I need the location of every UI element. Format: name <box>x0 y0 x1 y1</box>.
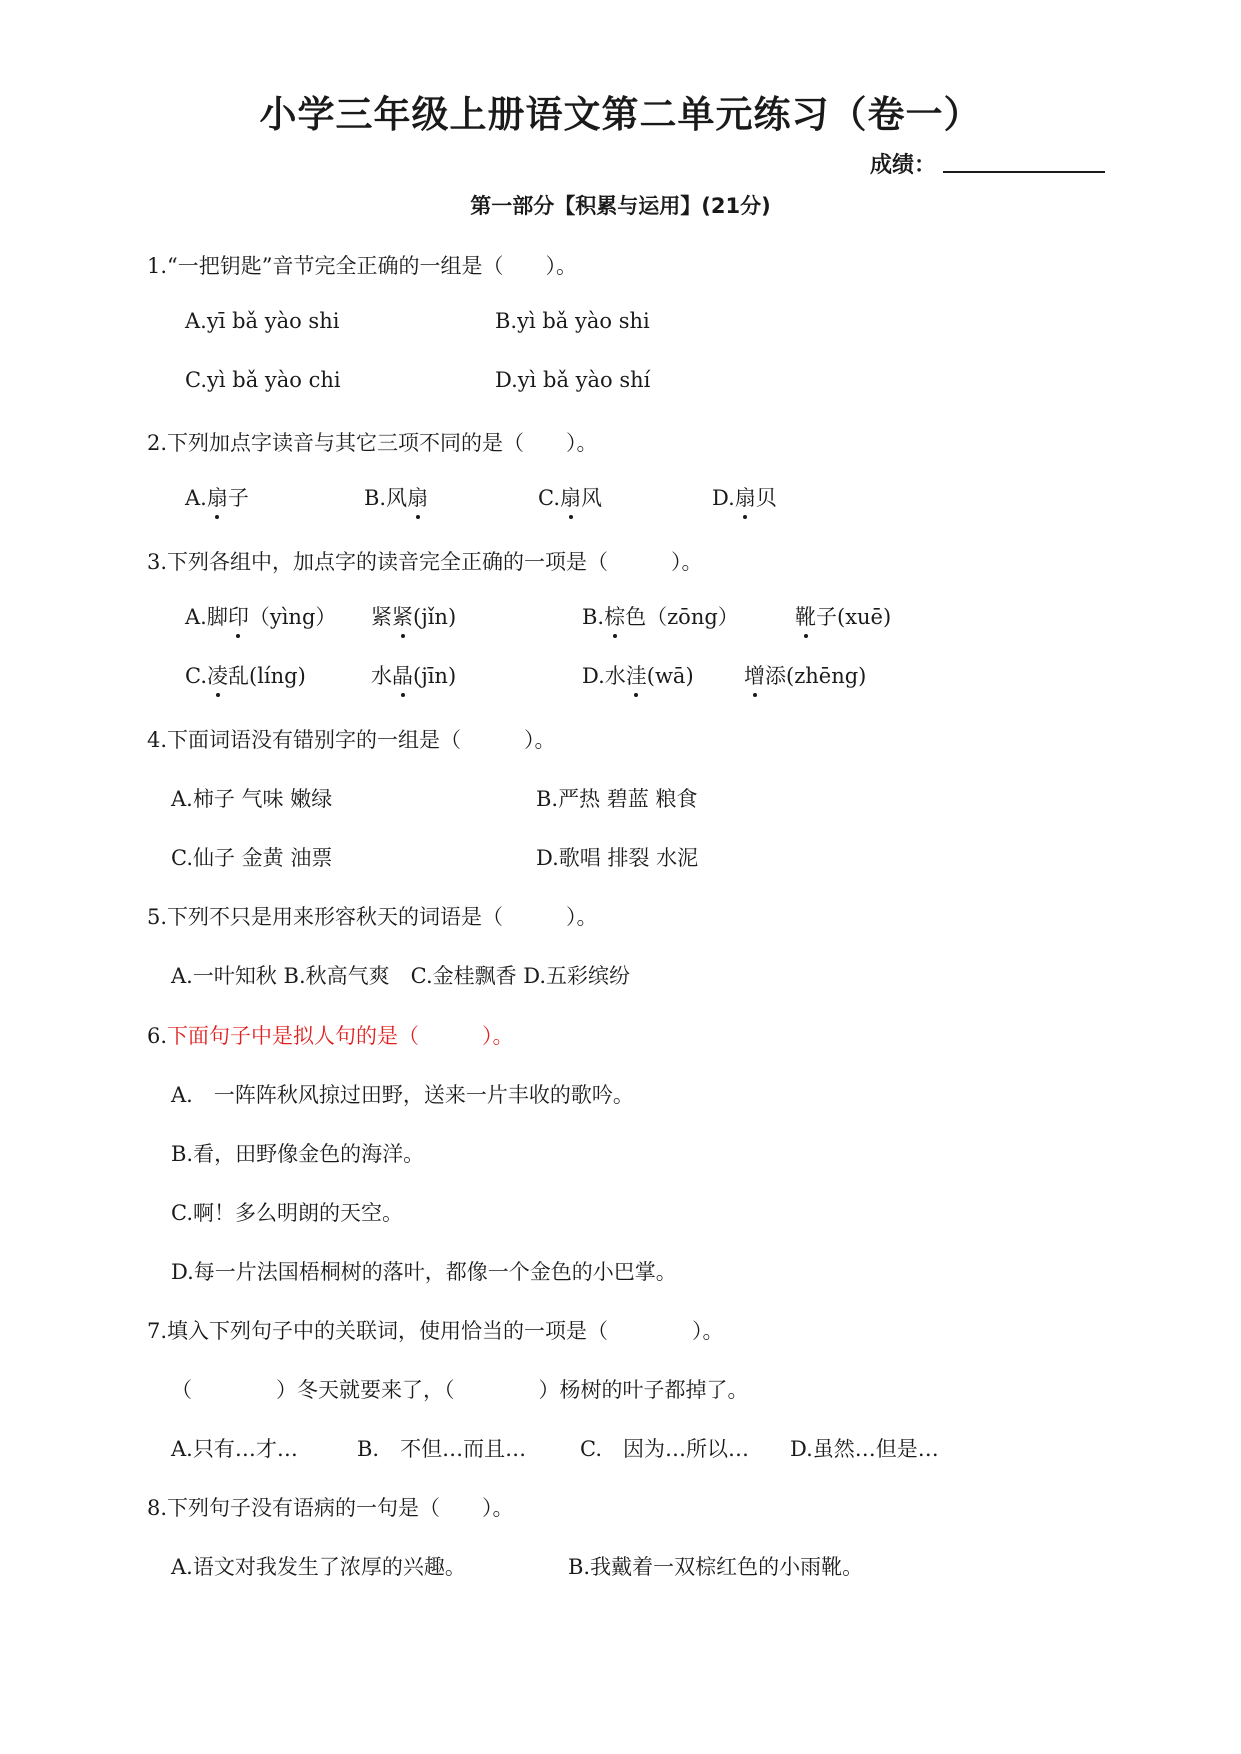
q8-option-a: A.语文对我发生了浓厚的兴趣。 <box>171 1555 466 1579</box>
q2-option-c: C.扇风 <box>538 482 602 512</box>
q6-option-a: A. 一阵阵秋风掠过田野，送来一片丰收的歌吟。 <box>171 1083 634 1107</box>
q1-option-d: D.yì bǎ yào shí <box>495 368 651 392</box>
score-blank[interactable] <box>943 171 1105 173</box>
q7-option-a: A.只有…才… <box>171 1437 298 1461</box>
question-6 <box>147 1020 514 1050</box>
q2-option-d: D.扇贝 <box>712 482 777 512</box>
question-7: 7.填入下列句子中的关联词，使用恰当的一项是（ ）。 <box>147 1319 724 1343</box>
q2-option-a: A.扇子 <box>185 482 249 512</box>
q8-option-b: B.我戴着一双棕红色的小雨靴。 <box>568 1555 864 1579</box>
q3-option-b1: B.棕色（zōng） <box>582 601 739 631</box>
q1-option-a: A.yī bǎ yào shi <box>185 309 340 333</box>
q2-option-b: B.风扇 <box>364 482 428 512</box>
question-2: 2.下列加点字读音与其它三项不同的是（ ）。 <box>147 431 598 455</box>
q1-option-c: C.yì bǎ yào chi <box>185 368 341 392</box>
q4-option-b: B.严热 碧蓝 粮食 <box>536 787 698 811</box>
q7-option-b: B. 不但…而且… <box>357 1437 527 1461</box>
q3-option-d2: 增添(zhēng) <box>744 660 866 690</box>
q4-option-c: C.仙子 金黄 油票 <box>171 846 333 870</box>
question-4: 4.下面词语没有错别字的一组是（ ）。 <box>147 728 556 752</box>
q1-option-b: B.yì bǎ yào shi <box>495 309 650 333</box>
q7-sentence: （ ）冬天就要来了，（ ）杨树的叶子都掉了。 <box>171 1378 749 1402</box>
question-6-number: 6. <box>147 1024 168 1048</box>
page-title: 小学三年级上册语文第二单元练习（卷一） <box>259 93 982 136</box>
q3-option-b2: 靴子(xuē) <box>795 601 891 631</box>
q3-option-a1: A.脚印（yìng） <box>185 601 336 631</box>
q3-option-a2: 紧紧(jǐn) <box>371 601 456 631</box>
q6-option-b: B.看，田野像金色的海洋。 <box>171 1142 425 1166</box>
q3-option-c1: C.凌乱(líng) <box>185 660 306 690</box>
q6-option-d: D.每一片法国梧桐树的落叶，都像一个金色的小巴掌。 <box>171 1260 677 1284</box>
question-8: 8.下列句子没有语病的一句是（ ）。 <box>147 1496 514 1520</box>
q7-option-d: D.虽然…但是… <box>790 1437 939 1461</box>
section-title: 第一部分【积累与运用】(21分) <box>470 194 771 218</box>
score-label: 成绩： <box>870 153 937 178</box>
q6-option-c: C.啊！多么明朗的天空。 <box>171 1201 403 1225</box>
q3-option-d1: D.水洼(wā) <box>582 660 694 690</box>
q4-option-d: D.歌唱 排裂 水泥 <box>536 846 699 870</box>
q5-options: A.一叶知秋 B.秋高气爽 C.金桂飘香 D.五彩缤纷 <box>171 964 631 988</box>
question-5: 5.下列不只是用来形容秋天的词语是（ ）。 <box>147 905 598 929</box>
q3-option-c2: 水晶(jīn) <box>371 660 456 690</box>
q4-option-a: A.柿子 气味 嫩绿 <box>171 787 333 811</box>
question-3: 3.下列各组中，加点字的读音完全正确的一项是（ ）。 <box>147 550 703 574</box>
question-6-stem: 下面句子中是拟人句的是（ ）。 <box>167 1024 514 1048</box>
q7-option-c: C. 因为…所以… <box>580 1437 749 1461</box>
question-1: 1.“一把钥匙”音节完全正确的一组是（ ）。 <box>147 254 578 278</box>
